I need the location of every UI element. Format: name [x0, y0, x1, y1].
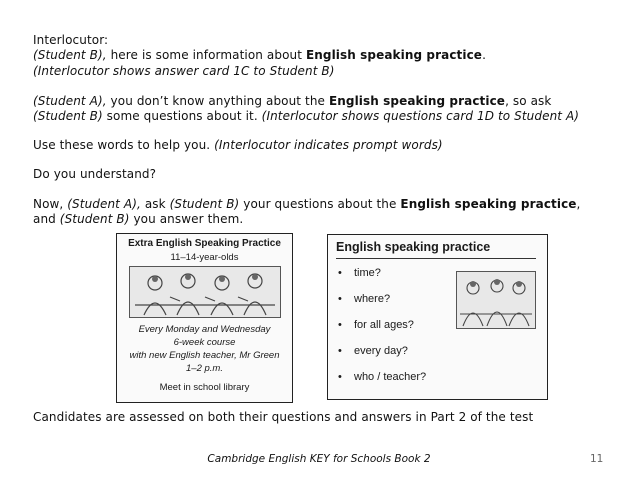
text: you don’t know anything about the: [106, 94, 329, 108]
title-divider: [336, 258, 536, 259]
answer-card-line: 6-week course: [173, 337, 236, 348]
answer-card-line: with new English teacher, Mr Green: [129, 350, 280, 361]
question-card: [327, 234, 548, 400]
student-a-ref: (Student A),: [67, 197, 141, 211]
body-line-8: [33, 197, 580, 212]
prompt-text: for all ages?: [354, 319, 414, 331]
question-card-title: English speaking practice: [336, 240, 491, 254]
speaker-label: Interlocutor:: [33, 33, 109, 47]
prompt-text: who / teacher?: [354, 371, 427, 383]
text: you answer them.: [129, 212, 244, 226]
text: Do you understand?: [33, 167, 157, 181]
body-line-9: [33, 212, 243, 227]
stage-direction: (Interlocutor shows answer card 1C to Student B): [33, 64, 335, 78]
stage-direction: (Interlocutor shows questions card 1D to Student A): [261, 109, 580, 123]
text: your questions about the: [239, 197, 401, 211]
assessment-note: [33, 410, 533, 425]
body-line-6: [33, 138, 443, 153]
body-line-7: [33, 167, 156, 182]
student-b-ref: (Student B),: [33, 48, 107, 62]
prompt-text: time?: [354, 267, 381, 279]
text: some questions about it.: [102, 109, 262, 123]
students-sketch-icon: [130, 267, 280, 317]
bullet-icon: •: [338, 267, 342, 279]
student-a-ref: (Student A),: [33, 94, 107, 108]
text: Use these words to help you.: [33, 138, 215, 152]
answer-card-subtitle: 11–14-year-olds: [170, 252, 239, 263]
text: and: [33, 212, 60, 226]
student-b-ref: (Student B): [169, 197, 240, 211]
bullet-icon: •: [338, 293, 342, 305]
topic-bold: English speaking practice: [305, 48, 483, 62]
text: ask: [140, 197, 170, 211]
body-line-2: [33, 48, 486, 63]
body-line-5: [33, 109, 579, 124]
body-line-1: [33, 33, 108, 48]
page-number: 11: [590, 453, 604, 465]
text: Candidates are assessed on both their questions and answers in Part 2 of the test: [33, 410, 534, 424]
prompt-item: [338, 371, 426, 383]
prompt-item: [338, 267, 381, 279]
student-b-ref: (Student B): [59, 212, 130, 226]
students-illustration: [456, 271, 536, 329]
answer-card-line: Every Monday and Wednesday: [138, 324, 271, 335]
text: .: [482, 48, 486, 62]
prompt-text: every day?: [354, 345, 408, 357]
bullet-icon: •: [338, 345, 342, 357]
body-line-4: [33, 94, 551, 109]
answer-card-location: Meet in school library: [159, 382, 250, 393]
prompt-item: [338, 319, 414, 331]
student-b-ref: (Student B): [33, 109, 103, 123]
source-citation: Cambridge English KEY for Schools Book 2: [207, 453, 431, 465]
text: ,: [576, 197, 581, 211]
text: Now,: [33, 197, 68, 211]
body-line-3: [33, 64, 335, 79]
answer-card: [116, 233, 293, 403]
bullet-icon: •: [338, 319, 342, 331]
students-illustration: [129, 266, 281, 318]
text: here is some information about: [106, 48, 306, 62]
prompt-text: where?: [354, 293, 391, 305]
text: , so ask: [505, 94, 552, 108]
topic-bold: English speaking practice: [328, 94, 506, 108]
answer-card-line: 1–2 p.m.: [186, 363, 223, 374]
stage-direction: (Interlocutor indicates prompt words): [214, 138, 443, 152]
answer-card-title: Extra English Speaking Practice: [128, 238, 281, 249]
prompt-item: [338, 293, 390, 305]
prompt-item: [338, 345, 408, 357]
students-sketch-icon: [457, 272, 535, 328]
topic-bold: English speaking practice: [400, 197, 577, 211]
bullet-icon: •: [338, 371, 342, 383]
